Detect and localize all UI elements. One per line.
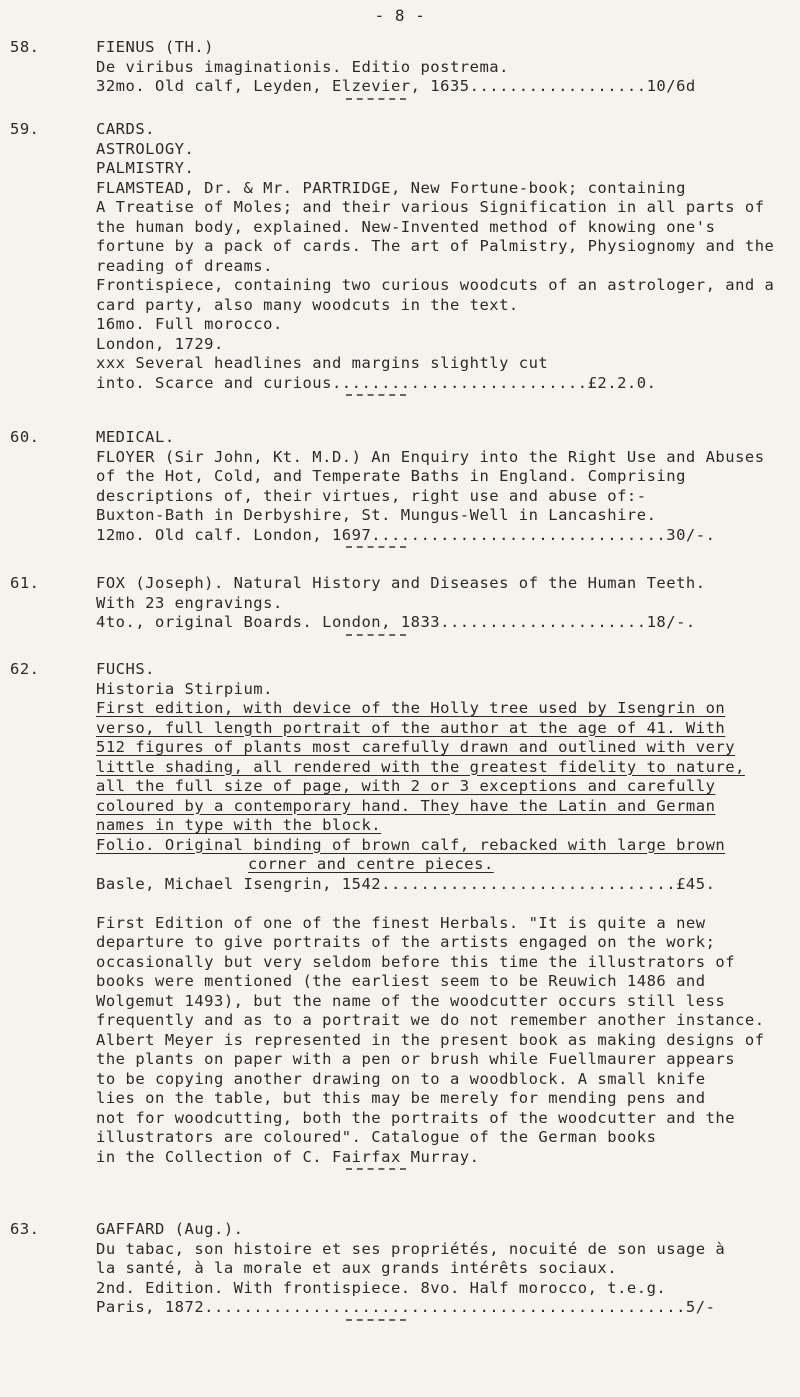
entry-note-line: illustrators are coloured". Catalogue of the German books	[96, 1128, 657, 1146]
entry-note-line: in the Collection of C. Fairfax Murray.	[96, 1147, 480, 1166]
entry-heading: FOX (Joseph). Natural History and Diseases of the Human Teeth.	[96, 574, 706, 592]
entry-line: 16mo. Full morocco.	[96, 315, 283, 333]
page-number: - 8 -	[374, 6, 426, 25]
entry-line: corner and centre pieces.	[248, 855, 494, 873]
entry-note-line: departure to give portraits of the artists engaged on the work;	[96, 933, 716, 951]
entry-note-line: to be copying another drawing on to a woodblock. A small knife	[96, 1069, 706, 1088]
entry-number: 62.	[10, 660, 40, 678]
separator-rule	[346, 1168, 406, 1172]
entry-note-line: Wolgemut 1493), but the name of the woodcutter occurs still less	[96, 991, 726, 1010]
entry-note-line: lies on the table, but this may be merely for mending pens and	[96, 1089, 706, 1107]
entry-line: De viribus imaginationis. Editio postrema.	[96, 57, 509, 76]
entry-line: reading of dreams.	[96, 256, 273, 275]
entry-line: verso, full length portrait of the author at the age of 41. With	[96, 718, 726, 737]
entry-heading: ASTROLOGY.	[96, 139, 195, 158]
entry-note-line: First Edition of one of the finest Herbals. "It is quite a new	[96, 913, 706, 932]
entry-line: names in type with the block.	[96, 816, 382, 834]
entry-number: 59.	[10, 120, 40, 138]
entry-number: 61.	[10, 574, 40, 592]
entry-blank-line	[96, 894, 780, 914]
entry-line: descriptions of, their virtues, right use and abuse of:-	[96, 486, 647, 505]
entry-heading: CARDS.	[96, 120, 155, 138]
entry-number: 60.	[10, 428, 40, 446]
entry-number: 58.	[10, 38, 40, 56]
entry-heading: MEDICAL.	[96, 428, 175, 446]
entry-price-line: into. Scarce and curious..........................£2.2.0.	[96, 373, 657, 392]
entry-body	[96, 428, 780, 550]
entry-body	[96, 660, 780, 1172]
entry-body	[96, 574, 780, 638]
entry-price-line: 12mo. Old calf. London, 1697..............................30/-.	[96, 525, 716, 544]
entry-price-line: 32mo. Old calf, Leyden, Elzevier, 1635..................10/6d	[96, 77, 696, 95]
entry-line: Folio. Original binding of brown calf, rebacked with large brown	[96, 835, 726, 854]
entry-line: FLOYER (Sir John, Kt. M.D.) An Enquiry into the Right Use and Abuses	[96, 447, 765, 466]
separator-rule	[346, 98, 406, 102]
entry-price-line: Paris, 1872.................................................5/-	[96, 1298, 716, 1316]
entry-line: 2nd. Edition. With frontispiece. 8vo. Half morocco, t.e.g.	[96, 1278, 667, 1297]
separator-rule	[346, 1319, 406, 1323]
entry-line: card party, also many woodcuts in the text.	[96, 295, 519, 314]
entry-price-line: Basle, Michael Isengrin, 1542..............................£45.	[96, 874, 716, 893]
entry-heading: GAFFARD (Aug.).	[96, 1220, 244, 1238]
entry-line: little shading, all rendered with the greatest fidelity to nature,	[96, 757, 745, 776]
entry-number: 63.	[10, 1220, 40, 1238]
entry-heading: FUCHS.	[96, 660, 155, 678]
separator-rule	[346, 546, 406, 550]
entry-note-line: books were mentioned (the earliest seem to be Reuwich 1486 and	[96, 972, 706, 990]
entry-note-line: Albert Meyer is represented in the present book as making designs of	[96, 1030, 765, 1049]
entry-heading: PALMISTRY.	[96, 159, 195, 177]
entry-line: all the full size of page, with 2 or 3 exceptions and carefully	[96, 777, 716, 795]
entry-line: of the Hot, Cold, and Temperate Baths in England. Comprising	[96, 467, 686, 485]
entry-body	[96, 120, 780, 398]
entry-line: A Treatise of Moles; and their various Signification in all parts of	[96, 198, 765, 216]
entry-line: fortune by a pack of cards. The art of Palmistry, Physiognomy and the	[96, 237, 775, 255]
entry-body	[96, 38, 780, 102]
entry-line: 512 figures of plants most carefully drawn and outlined with very	[96, 738, 736, 756]
entry-line: Frontispiece, containing two curious woodcuts of an astrologer, and a	[96, 276, 775, 294]
entry-line: FLAMSTEAD, Dr. & Mr. PARTRIDGE, New Fortune-book; containing	[96, 178, 686, 197]
separator-rule	[346, 394, 406, 398]
entry-line: coloured by a contemporary hand. They have the Latin and German	[96, 796, 716, 815]
entry-heading: FIENUS (TH.)	[96, 38, 214, 56]
entry-line: London, 1729.	[96, 334, 224, 353]
entry-body	[96, 1220, 780, 1323]
entry-note-line: occasionally but very seldom before this time the illustrators of	[96, 952, 736, 971]
entry-note-line: not for woodcutting, both the portraits of the woodcutter and the	[96, 1108, 736, 1127]
entry-note-line: the plants on paper with a pen or brush while Fuellmaurer appears	[96, 1050, 736, 1068]
entry-line: Buxton-Bath in Derbyshire, St. Mungus-Well in Lancashire.	[96, 506, 657, 524]
entry-line: Historia Stirpium.	[96, 679, 273, 698]
entry-line: First edition, with device of the Holly tree used by Isengrin on	[96, 699, 726, 717]
separator-rule	[346, 634, 406, 638]
entry-line: la santé, à la morale et aux grands intérêts sociaux.	[96, 1259, 618, 1277]
entry-line: Du tabac, son histoire et ses propriétés, nocuité de son usage à	[96, 1239, 726, 1258]
entry-note-line: frequently and as to a portrait we do not remember another instance.	[96, 1011, 765, 1029]
entry-line: the human body, explained. New-Invented method of knowing one's	[96, 217, 716, 236]
entry-line: With 23 engravings.	[96, 593, 283, 612]
entry-line: xxx Several headlines and margins slightly cut	[96, 354, 549, 372]
entry-price-line: 4to., original Boards. London, 1833.....................18/-.	[96, 613, 696, 631]
